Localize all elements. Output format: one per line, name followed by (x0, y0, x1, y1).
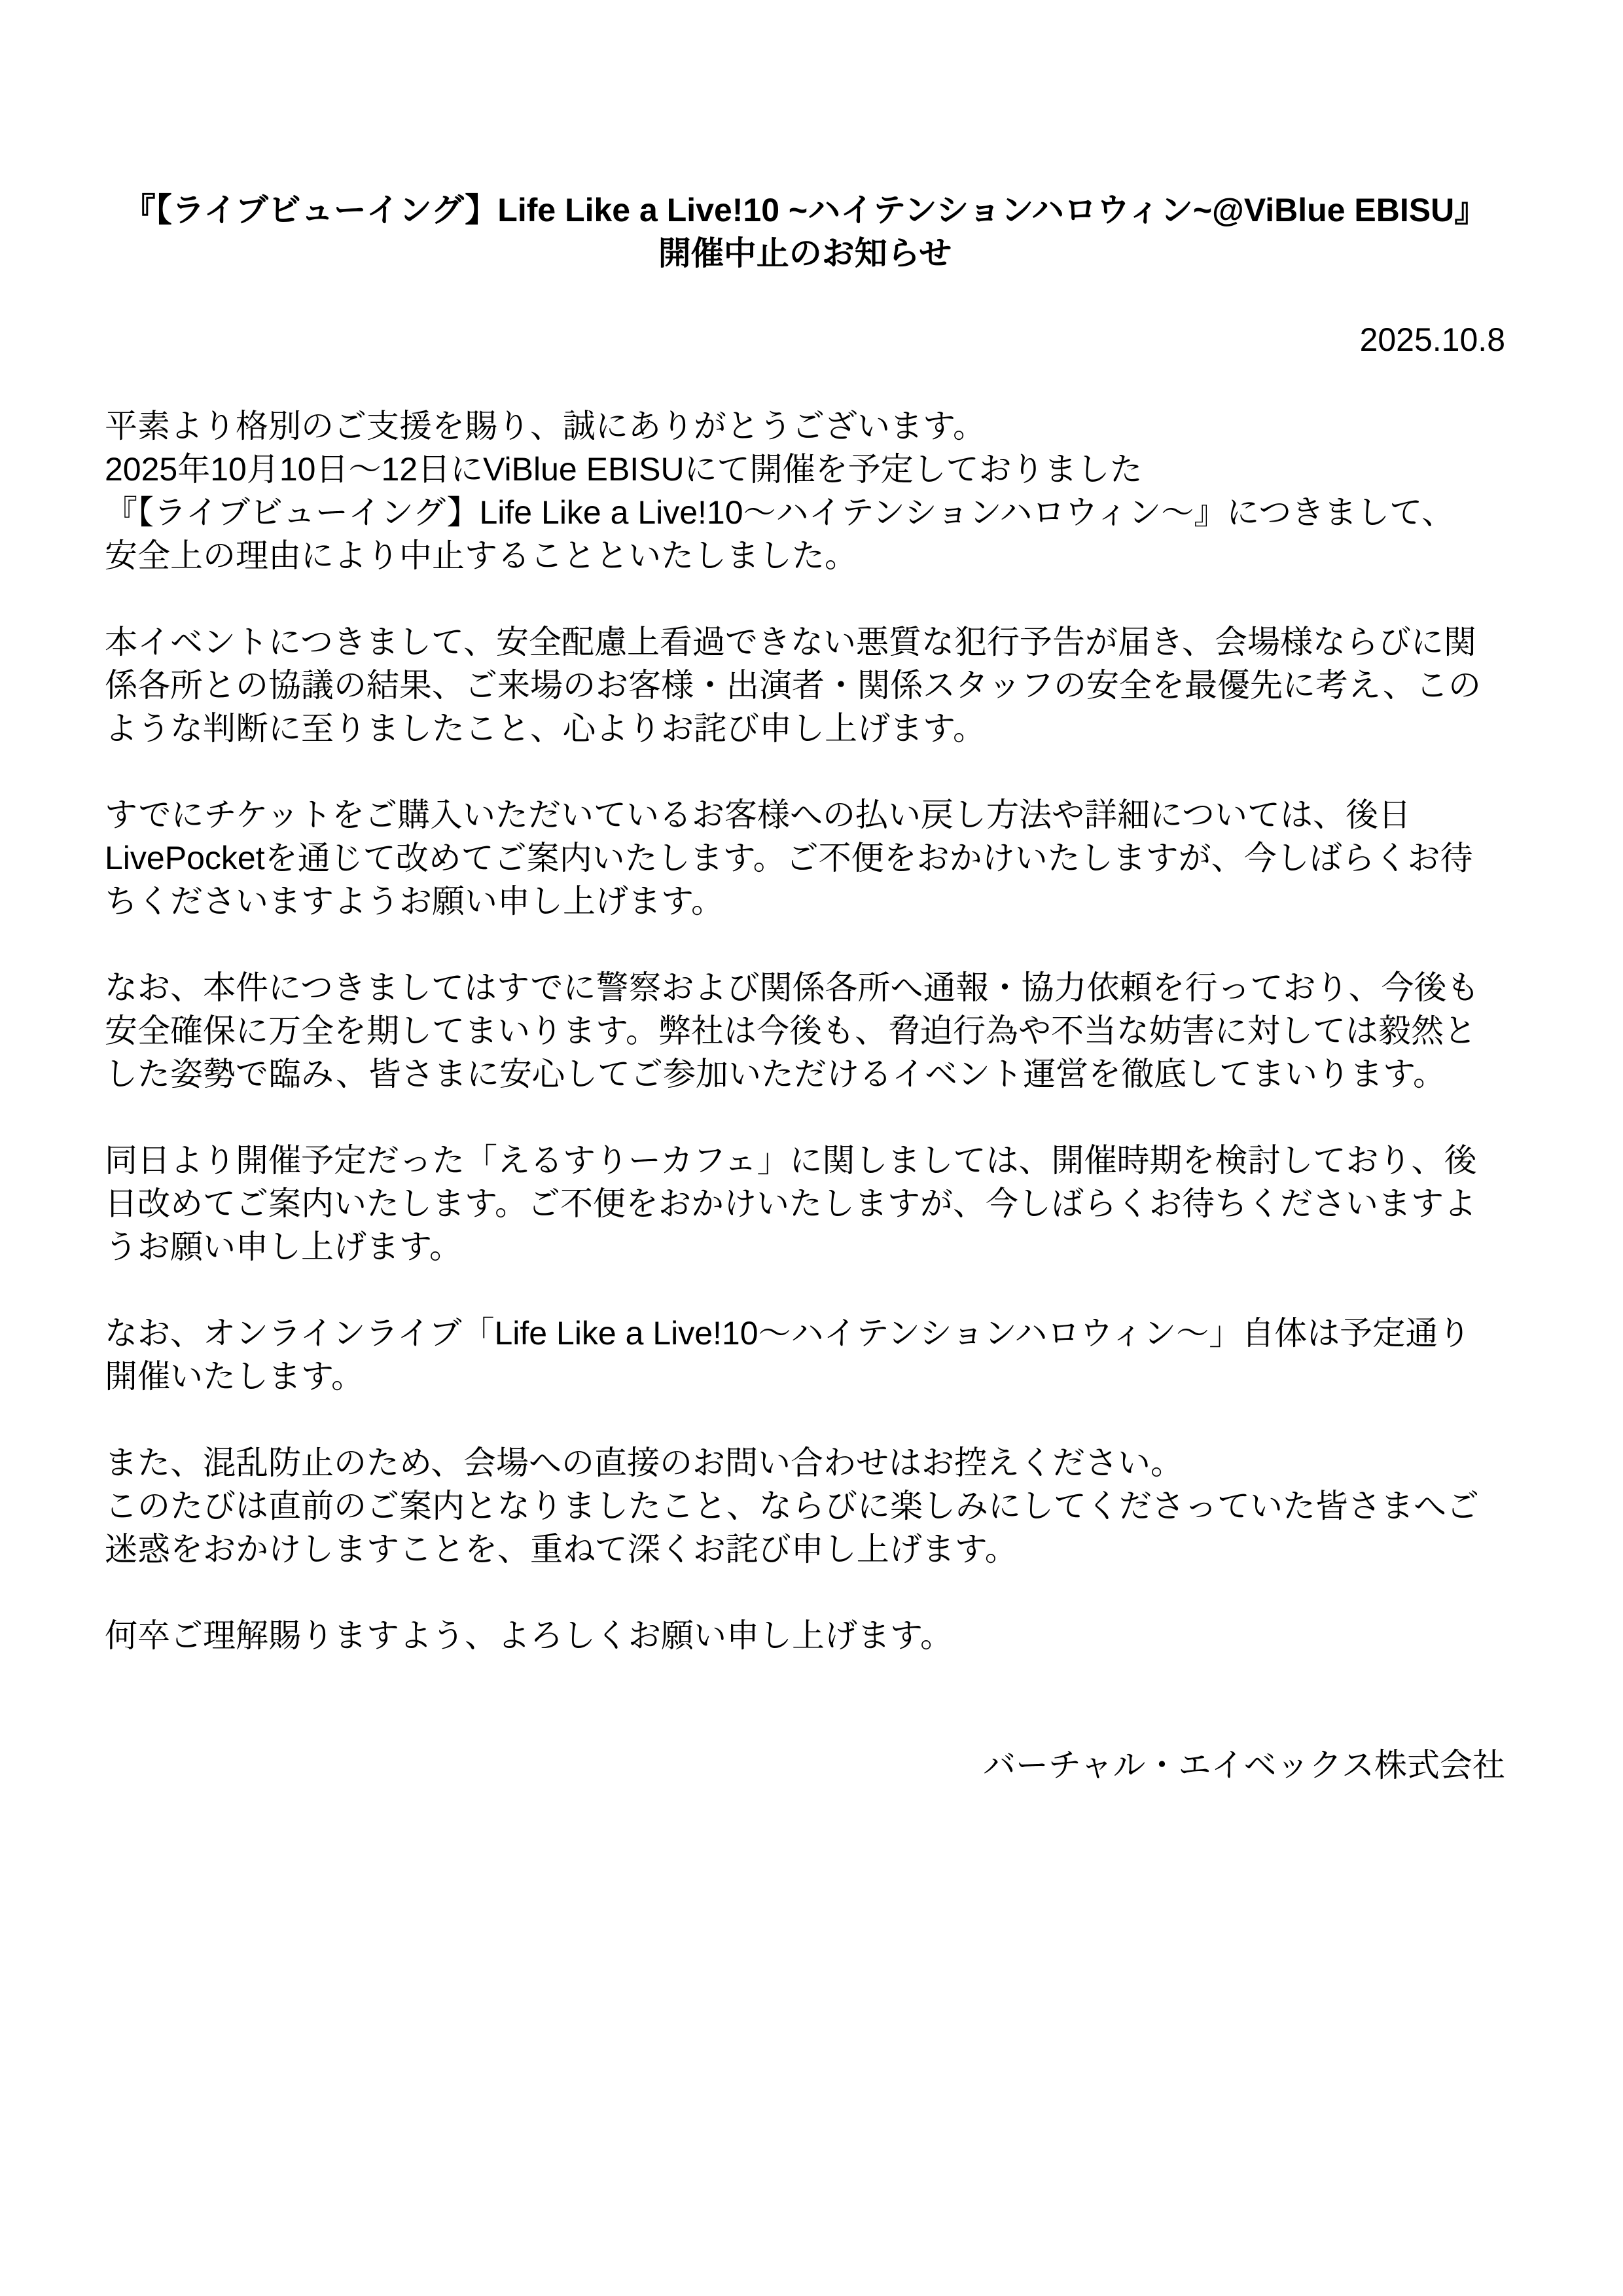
paragraph-3-line-3: ちくださいますようお願い申し上げます。 (105, 883, 724, 920)
paragraph-5-line-2: 日改めてご案内いたします。ご不便をおかけいたしますが、今しばらくお待ちくださいますよ (105, 1185, 1476, 1222)
paragraph-4 (105, 966, 1505, 1096)
paragraph-8 (105, 1614, 1505, 1657)
paragraph-3-line-1: すでにチケットをご購入いただいているお客様への払い戻し方法や詳細については、後日 (105, 797, 1411, 833)
document-title (105, 188, 1505, 275)
paragraph-2-line-3: ような判断に至りましたこと、心よりお詫び申し上げます。 (105, 710, 986, 747)
date-text: 2025.10.8 (1359, 321, 1505, 358)
paragraph-1-line-2: 2025年10月10日〜12日にViBlue EBISUにて開催を予定しておりました (105, 451, 1143, 488)
paragraph-4-line-3: した姿勢で臨み、皆さまに安心してご参加いただけるイベント運営を徹底してまいります。 (105, 1056, 1446, 1092)
company-signature: バーチャル・エイベックス株式会社 (983, 1747, 1505, 1784)
paragraph-5 (105, 1139, 1505, 1268)
paragraph-3-line-2: LivePocketを通じて改めてご案内いたします。ご不便をおかけいたしますが、今しばらくお待 (105, 840, 1473, 876)
paragraph-7-line-3: 迷惑をおかけしますことを、重ねて深くお詫び申し上げます。 (105, 1531, 1018, 1568)
paragraph-5-line-3: うお願い申し上げます。 (105, 1229, 462, 1265)
title-line-2: 開催中止のお知らせ (658, 235, 952, 272)
paragraph-4-line-2: 安全確保に万全を期してまいります。弊社は今後も、脅迫行為や不当な妨害に対しては毅然と (105, 1013, 1476, 1049)
paragraph-8-line-1: 何卒ご理解賜りますよう、よろしくお願い申し上げます。 (105, 1617, 953, 1654)
paragraph-7 (105, 1441, 1505, 1571)
paragraph-6-line-2: 開催いたします。 (105, 1358, 364, 1395)
paragraph-1-line-3: 『【ライブビューイング】Life Like a Live!10〜ハイテンションハロウィン〜』につきまして、 (105, 494, 1455, 531)
title-line-1: 『【ライブビューイング】Life Like a Live!10 ~ハイテンションハロウィン~@ViBlue EBISU』 (122, 192, 1488, 228)
paragraph-7-line-1: また、混乱防止のため、会場への直接のお問い合わせはお控えください。 (105, 1444, 1183, 1481)
paragraph-2-line-2: 係各所との協議の結果、ご来場のお客様・出演者・関係スタッフの安全を最優先に考え、この (105, 667, 1481, 704)
paragraph-1-line-4: 安全上の理由により中止することといたしました。 (105, 537, 857, 574)
date-block (105, 318, 1505, 361)
paragraph-3 (105, 793, 1505, 923)
paragraph-6-line-1: なお、オンラインライブ「Life Like a Live!10〜ハイテンションハロウィン〜」自体は予定通り (105, 1315, 1471, 1352)
paragraph-1 (105, 404, 1505, 577)
paragraph-6 (105, 1312, 1505, 1398)
paragraph-5-line-1: 同日より開催予定だった「えるすりーカフェ」に関しましては、開催時期を検討しており、後 (105, 1142, 1477, 1179)
paragraph-1-line-1: 平素より格別のご支援を賜り、誠にありがとうございます。 (105, 408, 986, 444)
paragraph-2-line-1: 本イベントにつきまして、安全配慮上看過できない悪質な犯行予告が届き、会場様ならびに関 (105, 624, 1476, 660)
paragraph-2 (105, 620, 1505, 750)
paragraph-7-line-2: このたびは直前のご案内となりましたこと、ならびに楽しみにしてくださっていた皆さまへご (105, 1488, 1479, 1524)
paragraph-4-line-1: なお、本件につきましてはすでに警察および関係各所へ通報・協力依頼を行っており、今後も (105, 969, 1480, 1006)
signature-block (105, 1744, 1505, 1787)
